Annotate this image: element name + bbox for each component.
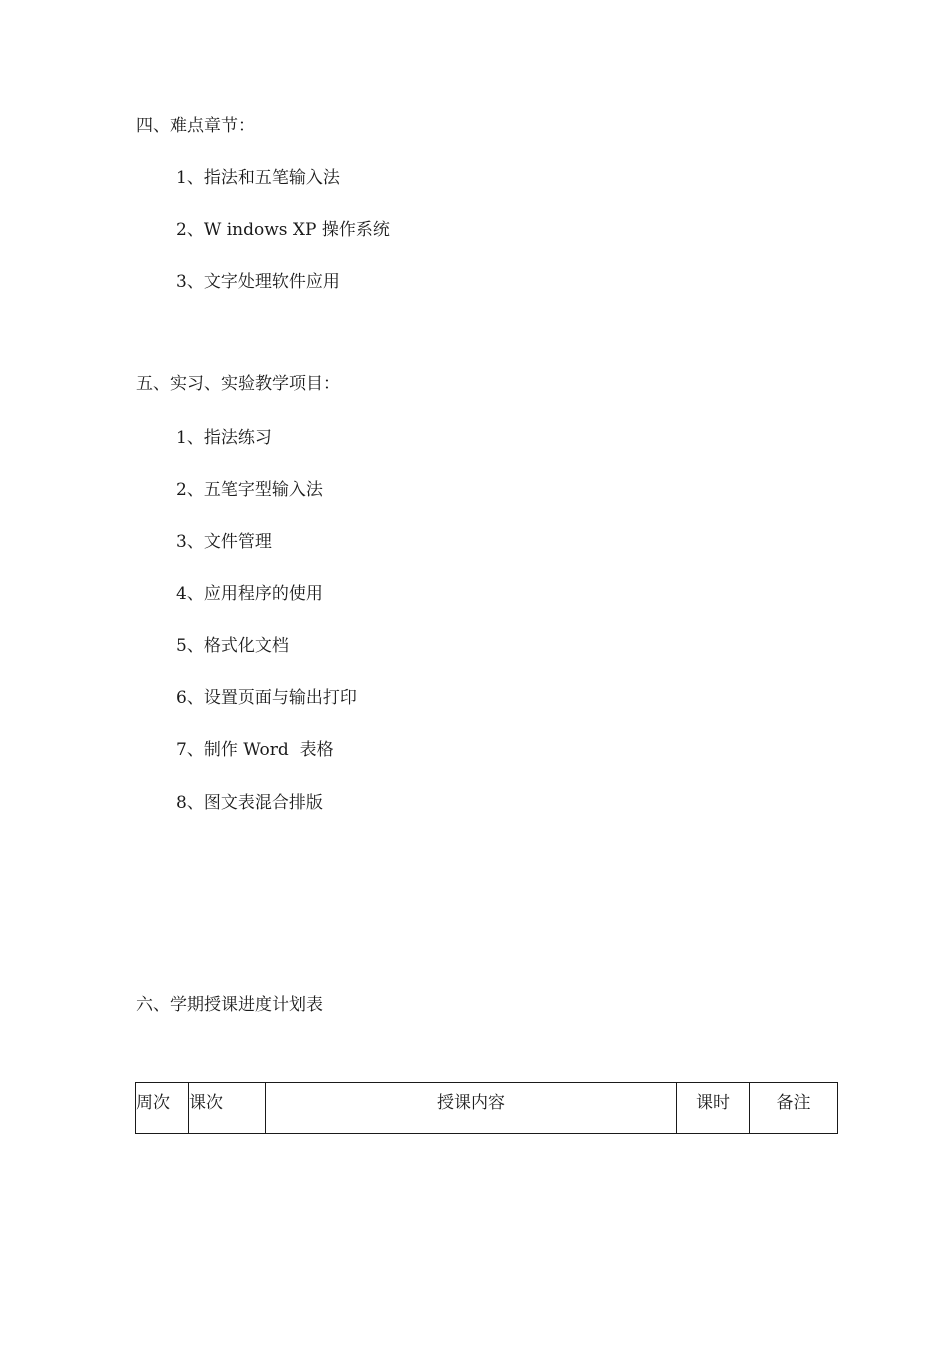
- list-item: 3、文件管理: [176, 532, 272, 552]
- section-heading-difficult: 四、难点章节：: [136, 116, 255, 136]
- list-item: 7、制作 Word 表格: [176, 740, 334, 760]
- header-hours: 课时: [677, 1083, 750, 1134]
- section-heading-practice: 五、实习、实验教学项目：: [136, 374, 340, 394]
- header-week: 周次: [136, 1083, 189, 1134]
- schedule-table: [135, 1082, 838, 1134]
- list-item: 3、文字处理软件应用: [176, 272, 340, 292]
- list-item: 2、五笔字型输入法: [176, 480, 323, 500]
- section-heading-schedule: 六、学期授课进度计划表: [136, 995, 323, 1015]
- list-item: 4、应用程序的使用: [176, 584, 323, 604]
- list-item: 5、格式化文档: [176, 636, 289, 656]
- header-lesson: 课次: [189, 1083, 266, 1134]
- list-item: 2、W indows XP 操作系统: [176, 220, 390, 240]
- table-header-row: [136, 1083, 838, 1134]
- list-item: 1、指法练习: [176, 428, 272, 448]
- list-item: 6、设置页面与输出打印: [176, 688, 357, 708]
- header-notes: 备注: [750, 1083, 838, 1134]
- header-content: 授课内容: [266, 1083, 677, 1134]
- list-item: 1、指法和五笔输入法: [176, 168, 340, 188]
- list-item: 8、图文表混合排版: [176, 793, 323, 813]
